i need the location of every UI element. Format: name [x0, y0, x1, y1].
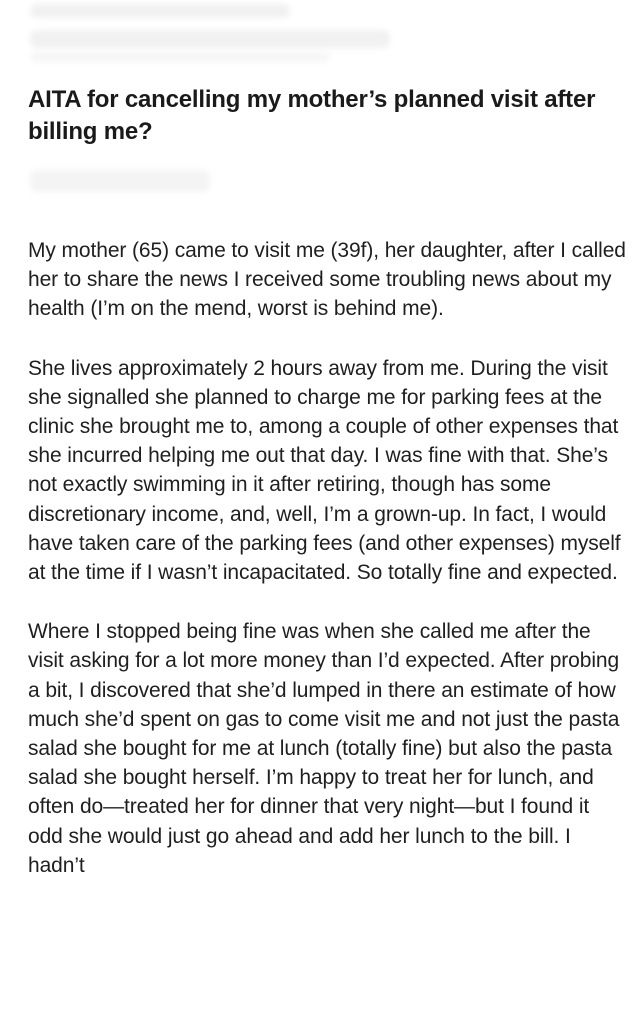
blurred-meta-line: [30, 170, 210, 192]
post-paragraph: My mother (65) came to visit me (39f), her daughter, after I called her to share the news I received some troubling news about my health (I’m on the mend, worst is behind me).: [28, 239, 626, 321]
blurred-header-line: [30, 4, 290, 18]
post-paragraph: She lives approximately 2 hours away from me. During the visit she signalled she planned to charge me for parking fees at the clinic she brought me to, among a couple of other expenses that she incurred helping me out that day. I was fine with that. She’s not exactly swimming in it after retiring, though has some discretionary income, and, well, I’m a grown-up. In fact, I would have taken care of the parking fees (and other expenses) myself at the time if I wasn’t incapacitated. So totally fine and expected.: [28, 356, 621, 585]
blurred-header-line: [30, 52, 330, 62]
post-title: AITA for cancelling my mother’s planned visit after billing me?: [28, 86, 596, 145]
post-paragraph: Where I stopped being fine was when she called me after the visit asking for a lot more money than I’d expected. After probing a bit, I discovered that she’d lumped in there an estimate of how much she’d spent on gas to come visit me and not just the pasta salad she bought for me at lunch (totally fine) but also the pasta salad she bought herself. I’m happy to treat her for lunch, and often do—treated her for dinner that very night—but I found it odd she would just go ahead and add her lunch to the bill. I hadn’t: [28, 620, 620, 877]
post-body: [28, 236, 628, 910]
blurred-header-line: [30, 30, 390, 48]
post-header: [28, 84, 628, 148]
